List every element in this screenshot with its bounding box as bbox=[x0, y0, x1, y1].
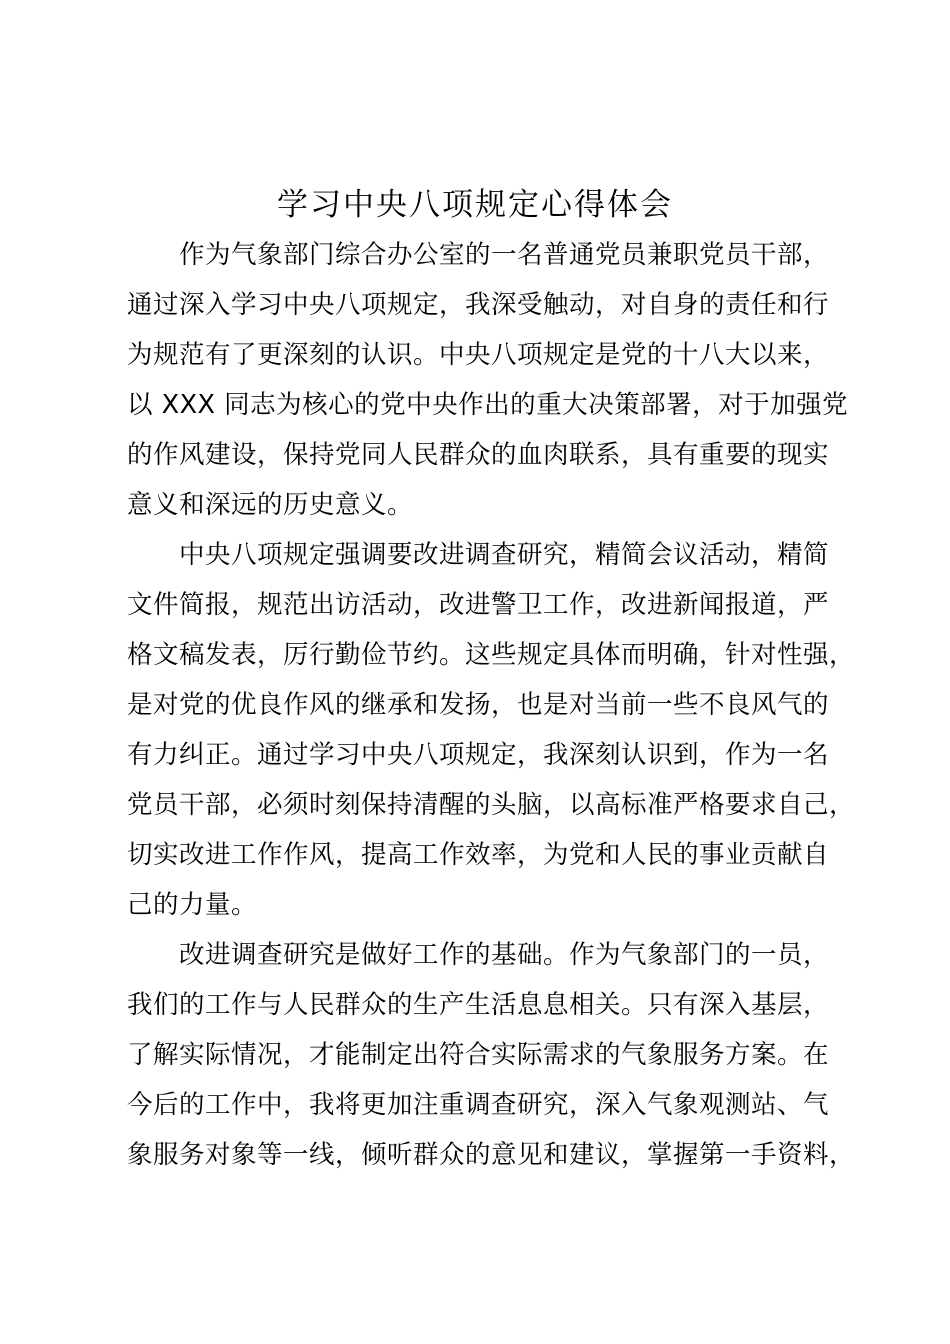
text-line: 作为气象部门综合办公室的一名普通党员兼职党员干部， bbox=[179, 240, 830, 270]
text-line: 象服务对象等一线，倾听群众的意见和建议，掌握第一手资料， bbox=[127, 1140, 856, 1170]
text-line: 了解实际情况，才能制定出符合实际需求的气象服务方案。在 bbox=[127, 1040, 830, 1070]
text-line: 切实改进工作作风，提高工作效率，为党和人民的事业贡献自 bbox=[127, 840, 830, 870]
document-body bbox=[127, 230, 856, 1180]
text-line: 以 XXX 同志为核心的党中央作出的重大决策部署，对于加强党 bbox=[127, 390, 849, 420]
text-line: 为规范有了更深刻的认识。中央八项规定是党的十八大以来， bbox=[127, 340, 830, 370]
text-line: 改进调查研究是做好工作的基础。作为气象部门的一员， bbox=[179, 940, 830, 970]
text-line: 我们的工作与人民群众的生产生活息息相关。只有深入基层， bbox=[127, 990, 830, 1020]
paragraph-1 bbox=[127, 230, 849, 530]
paragraph-3 bbox=[127, 930, 856, 1180]
text-line: 的作风建设，保持党同人民群众的血肉联系，具有重要的现实 bbox=[127, 440, 830, 470]
paragraph-2 bbox=[127, 530, 856, 930]
text-line: 今后的工作中，我将更加注重调查研究，深入气象观测站、气 bbox=[127, 1090, 830, 1120]
text-line: 格文稿发表，厉行勤俭节约。这些规定具体而明确，针对性强， bbox=[127, 640, 856, 670]
document-title: 学习中央八项规定心得体会 bbox=[277, 187, 673, 223]
text-line: 己的力量。 bbox=[127, 890, 258, 920]
text-line: 是对党的优良作风的继承和发扬，也是对当前一些不良风气的 bbox=[127, 690, 830, 720]
text-line: 中央八项规定强调要改进调查研究，精简会议活动，精简 bbox=[179, 540, 830, 570]
text-line: 党员干部，必须时刻保持清醒的头脑，以高标准严格要求自己， bbox=[127, 790, 856, 820]
text-line: 意义和深远的历史意义。 bbox=[127, 490, 414, 520]
text-line: 通过深入学习中央八项规定，我深受触动，对自身的责任和行 bbox=[127, 290, 830, 320]
text-line: 文件简报，规范出访活动，改进警卫工作，改进新闻报道，严 bbox=[127, 590, 830, 620]
text-line: 有力纠正。通过学习中央八项规定，我深刻认识到，作为一名 bbox=[127, 740, 830, 770]
